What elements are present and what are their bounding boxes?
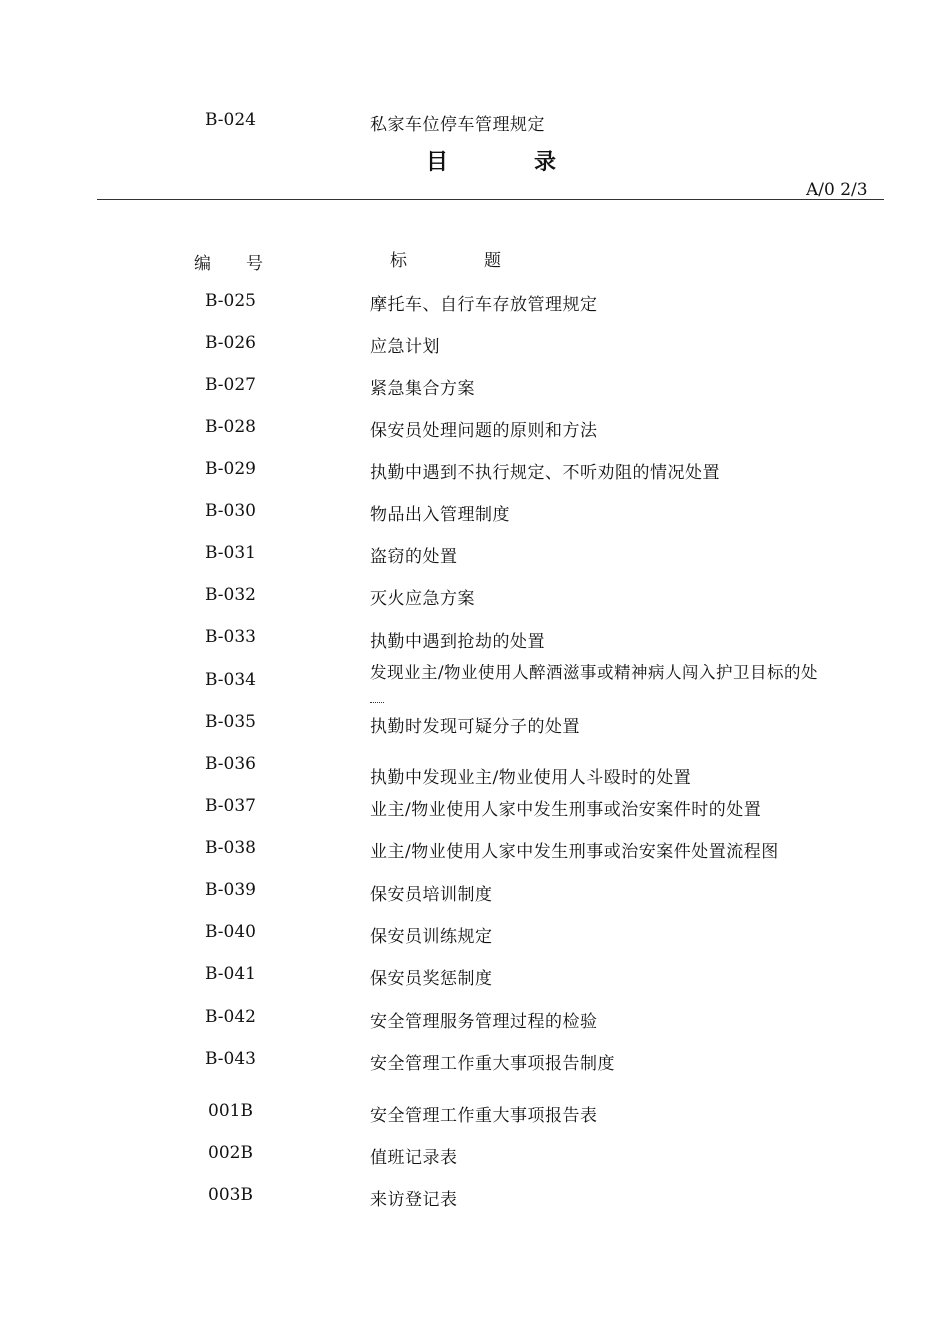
entry-code: B-040 <box>205 922 256 942</box>
entry-code: B-035 <box>205 712 256 732</box>
entry-title: 业主/物业使用人家中发生刑事或治安案件时的处置 <box>370 800 762 820</box>
entry-code: B-042 <box>205 1007 256 1027</box>
entry-title: 保安员奖惩制度 <box>370 969 493 989</box>
entry-title: 执勤中遇到不执行规定、不听劝阻的情况处置 <box>370 463 720 483</box>
entry-code: 002B <box>208 1143 253 1163</box>
entry-title: 保安员培训制度 <box>370 885 493 905</box>
entry-code: B-032 <box>205 585 256 605</box>
entry-code: 003B <box>208 1185 253 1205</box>
entry-code: B-039 <box>205 880 256 900</box>
column-header-code-char-1: 编 <box>194 254 212 274</box>
entry-title: 盗窃的处置 <box>370 547 458 567</box>
entry-code: B-037 <box>205 796 256 816</box>
entry-title-top: 私家车位停车管理规定 <box>370 115 545 135</box>
entry-title: 执勤时发现可疑分子的处置 <box>370 717 580 737</box>
entry-title: 业主/物业使用人家中发生刑事或治安案件处置流程图 <box>370 842 779 862</box>
revision-page-number: A/0 2/3 <box>806 180 868 200</box>
entry-code: B-038 <box>205 838 256 858</box>
page-heading-char-1: 目 <box>426 150 449 175</box>
entry-code: B-030 <box>205 501 256 521</box>
entry-title: 安全管理工作重大事项报告表 <box>370 1106 598 1126</box>
entry-title: 值班记录表 <box>370 1148 458 1168</box>
column-header-title-char-1: 标 <box>390 251 408 271</box>
entry-title: 来访登记表 <box>370 1190 458 1210</box>
entry-code: B-036 <box>205 754 256 774</box>
entry-code: B-033 <box>205 627 256 647</box>
entry-title: 摩托车、自行车存放管理规定 <box>370 295 598 315</box>
entry-title: 保安员训练规定 <box>370 927 493 947</box>
entry-title: 执勤中发现业主/物业使用人斗殴时的处置 <box>370 768 692 788</box>
entry-code: 001B <box>208 1101 253 1121</box>
entry-code: B-028 <box>205 417 256 437</box>
entry-title: 物品出入管理制度 <box>370 505 510 525</box>
header-divider <box>97 199 884 200</box>
page-heading-char-2: 录 <box>534 150 557 175</box>
entry-title: 执勤中遇到抢劫的处置 <box>370 632 545 652</box>
continuation-mark <box>370 697 384 703</box>
entry-code: B-031 <box>205 543 256 563</box>
entry-title: 紧急集合方案 <box>370 379 475 399</box>
entry-title: 应急计划 <box>370 337 440 357</box>
entry-title: 安全管理工作重大事项报告制度 <box>370 1054 615 1074</box>
entry-title: 安全管理服务管理过程的检验 <box>370 1012 598 1032</box>
entry-title: 发现业主/物业使用人醉酒滋事或精神病人闯入护卫目标的处 <box>370 663 819 682</box>
entry-code: B-025 <box>205 291 256 311</box>
entry-code: B-029 <box>205 459 256 479</box>
entry-code: B-026 <box>205 333 256 353</box>
entry-title: 灭火应急方案 <box>370 589 475 609</box>
entry-code: B-027 <box>205 375 256 395</box>
column-header-code-char-2: 号 <box>246 254 264 274</box>
entry-code: B-041 <box>205 964 256 984</box>
entry-code: B-043 <box>205 1049 256 1069</box>
entry-code-top: B-024 <box>205 110 256 130</box>
column-header-title-char-2: 题 <box>484 251 502 271</box>
entry-code: B-034 <box>205 670 256 690</box>
entry-title: 保安员处理问题的原则和方法 <box>370 421 598 441</box>
